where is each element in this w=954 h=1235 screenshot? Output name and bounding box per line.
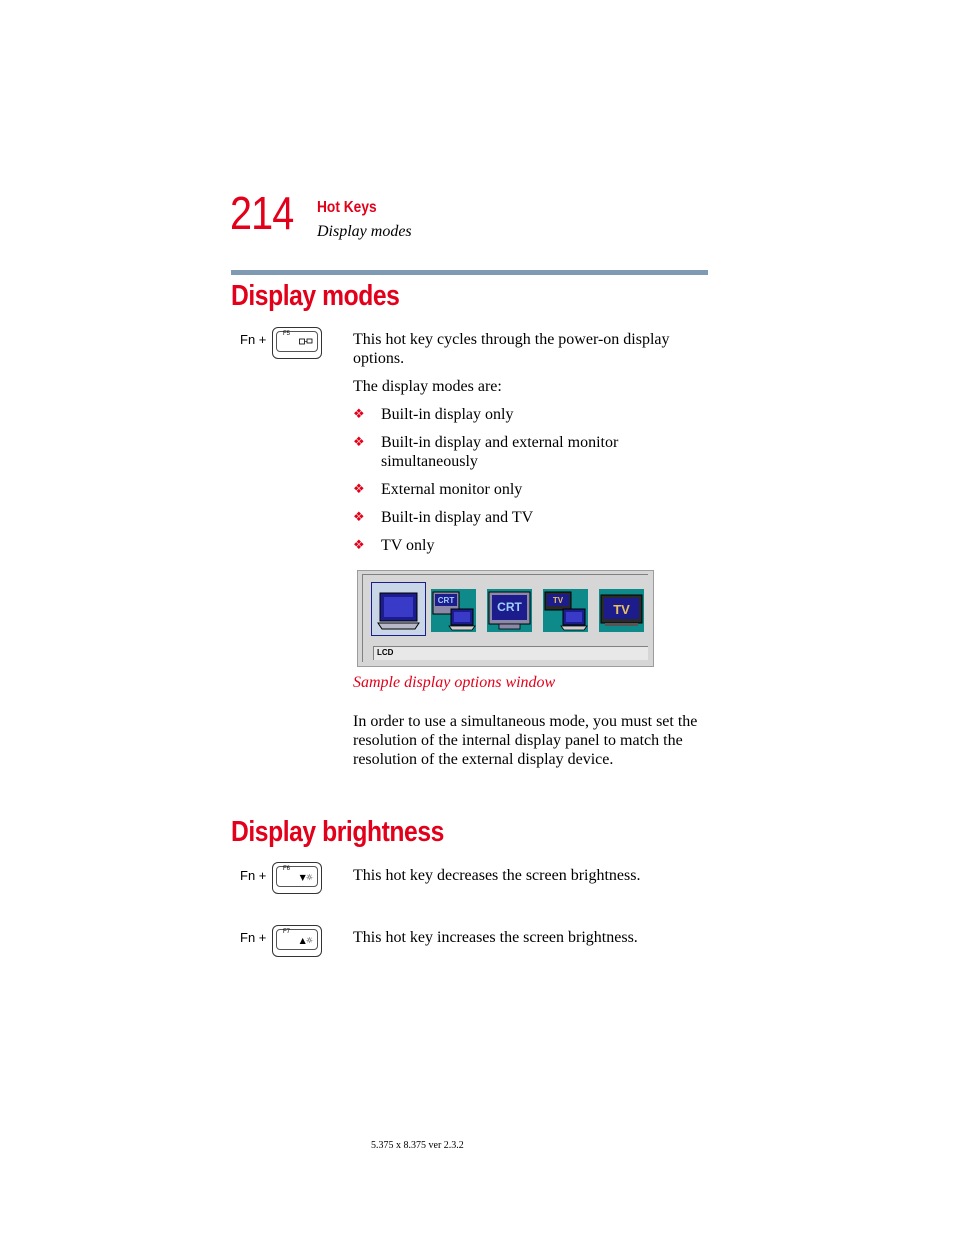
tile-tag: TV xyxy=(613,602,630,617)
fn-label-f6: Fn + xyxy=(240,868,267,883)
figure-caption: Sample display options window xyxy=(353,674,556,691)
bullet-icon: ❖ xyxy=(353,538,365,553)
bullet-icon: ❖ xyxy=(353,482,365,497)
display-modes-heading: Display modes xyxy=(231,280,400,312)
brightness-increase-text: This hot key increases the screen brightness. xyxy=(353,929,638,946)
f7-key-icon xyxy=(272,925,322,957)
fn-label-f5: Fn + xyxy=(240,332,267,347)
simultaneous-mode-note: In order to use a simultaneous mode, you must set the resolution of the internal display panel to match the resolution of the external display device. xyxy=(353,713,698,768)
bullet-icon: ❖ xyxy=(353,435,365,450)
page-number: 214 xyxy=(230,187,294,239)
lcd-crt-option-icon[interactable] xyxy=(431,589,476,632)
brightness-down-icon: ▼☼ xyxy=(299,873,313,882)
bullet-icon: ❖ xyxy=(353,407,365,422)
brightness-up-icon: ▲☼ xyxy=(299,936,313,945)
display-brightness-heading: Display brightness xyxy=(231,816,444,848)
f6-key-label: F6 xyxy=(283,866,291,872)
lcd-only-option-icon[interactable] xyxy=(376,589,421,632)
display-options-window xyxy=(357,570,654,667)
display-modes-list-intro: The display modes are: xyxy=(353,378,502,395)
f5-key-label: F5 xyxy=(283,331,291,337)
display-modes-intro: This hot key cycles through the power-on display options. xyxy=(353,331,670,367)
section-rule xyxy=(231,270,708,275)
list-item: TV only xyxy=(381,537,435,554)
f7-key-label: F7 xyxy=(283,929,291,935)
tile-tag: CRT xyxy=(437,596,455,605)
brightness-decrease-text: This hot key decreases the screen brightness. xyxy=(353,867,641,884)
list-item: Built-in display and TV xyxy=(381,509,534,526)
window-status-bar: LCD xyxy=(373,646,648,660)
window-panel xyxy=(362,574,648,662)
list-item: Built-in display and external monitor simultaneously xyxy=(381,434,619,470)
f5-key-icon xyxy=(272,327,322,359)
fn-label-f7: Fn + xyxy=(240,930,267,945)
tile-tag: CRT xyxy=(497,600,522,614)
list-item: Built-in display only xyxy=(381,406,514,423)
page-footer: 5.375 x 8.375 ver 2.3.2 xyxy=(371,1140,464,1151)
lcd-tv-option-icon[interactable] xyxy=(543,589,588,632)
bullet-icon: ❖ xyxy=(353,510,365,525)
display-switch-icon xyxy=(299,338,313,346)
f6-key-icon xyxy=(272,862,322,894)
crt-only-option-icon[interactable] xyxy=(487,589,532,632)
header-chapter: Hot Keys xyxy=(317,199,377,216)
list-item: External monitor only xyxy=(381,481,523,498)
tile-tag: TV xyxy=(552,596,564,605)
header-section: Display modes xyxy=(317,223,412,240)
tv-only-option-icon[interactable] xyxy=(599,589,644,632)
